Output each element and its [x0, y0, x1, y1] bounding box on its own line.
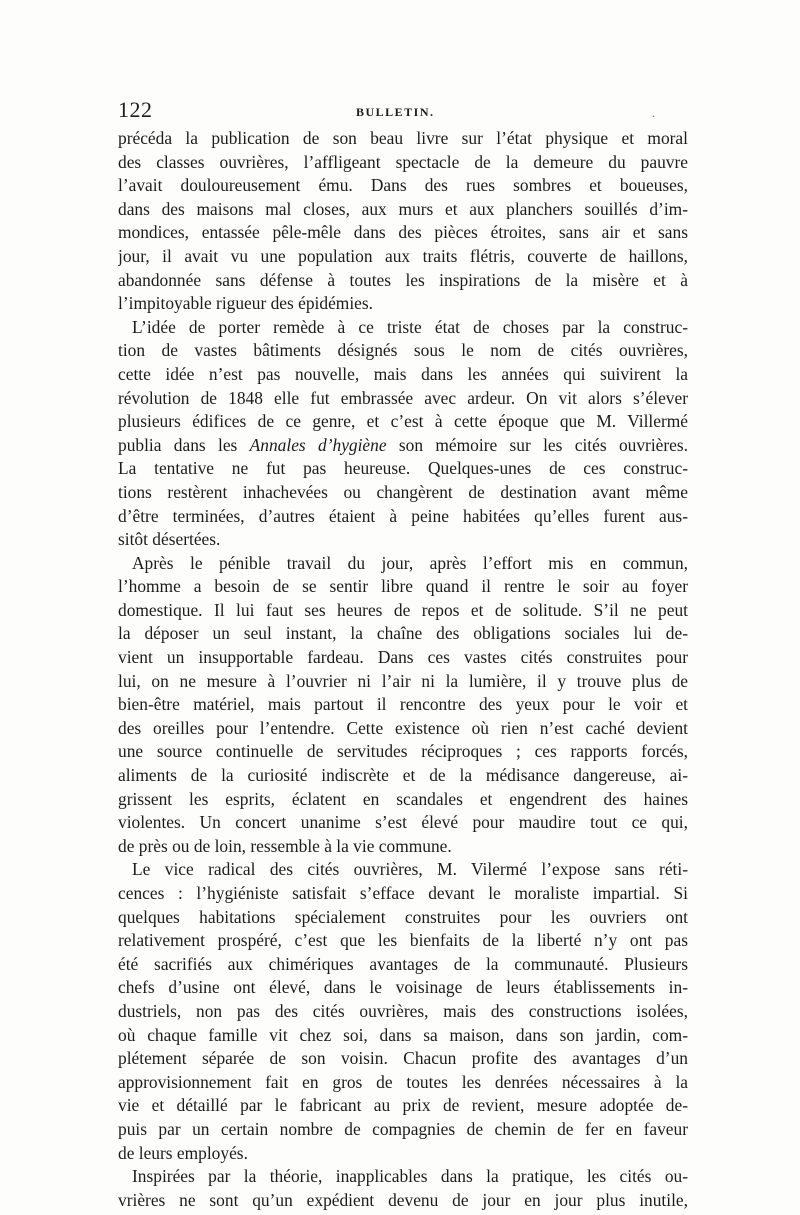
text-line: d’être terminées, d’autres étaient à peine habitées qu’elles furent aus- — [118, 505, 688, 526]
text-line: Le vice radical des cités ouvrières, M. Vilermé l’expose sans réti- — [132, 859, 688, 880]
text-line: domestique. Il lui faut ses heures de repos et de solitude. S’il ne peut — [118, 599, 688, 620]
line-text-before: publia dans les — [118, 434, 250, 455]
paragraph-3 — [118, 552, 688, 859]
text-line: été sacrifiés aux chimériques avantages de la communauté. Plusieurs — [118, 953, 688, 974]
text-line: cette idée n’est pas nouvelle, mais dans les années qui suivirent la — [118, 363, 688, 384]
body-text — [118, 127, 688, 1212]
text-line: précéda la publication de son beau livre sur l’état physique et moral — [118, 128, 688, 148]
text-line: lui, on ne mesure à l’ouvrier ni l’air ni la lumière, il y trouve plus de — [118, 670, 688, 691]
text-line: la déposer un seul instant, la chaîne des obligations sociales lui de- — [118, 623, 688, 644]
text-line: tions restèrent inhachevées ou changèrent de destination avant même — [118, 481, 688, 502]
header-mark: . — [652, 106, 655, 120]
text-line: mondices, entassée pêle-mêle dans des pièces étroites, sans air et sans — [118, 222, 688, 243]
paragraph-2 — [118, 316, 688, 552]
text-line: Après le pénible travail du jour, après l’effort mis en commun, — [132, 552, 688, 573]
line-text-after: son mémoire sur les cités ouvrières. — [386, 434, 688, 455]
text-line: Inspirées par la théorie, inapplicables dans la pratique, les cités ou- — [132, 1166, 688, 1187]
text-line: L’idée de porter remède à ce triste état de choses par la construc- — [132, 316, 688, 337]
text-line: grissent les esprits, éclatent en scandales et engendrent des haines — [118, 788, 688, 809]
text-line: vrières ne sont qu’un expédient devenu de jour en jour plus inutile, — [118, 1189, 688, 1210]
page-header — [118, 96, 688, 126]
text-line: l’impitoyable rigueur des épidémies. — [118, 293, 373, 314]
paragraph-1 — [118, 127, 688, 316]
text-line: où chaque famille vit chez soi, dans sa maison, dans son jardin, com- — [118, 1024, 688, 1045]
paragraph-5 — [118, 1165, 688, 1212]
text-line: aliments de la curiosité indiscrète et de la médisance dangereuse, ai- — [118, 765, 688, 786]
text-line: dans des maisons mal closes, aux murs et aux planchers souillés d’im- — [118, 198, 688, 219]
text-line: tion de vastes bâtiments désignés sous le nom de cités ouvrières, — [118, 340, 688, 361]
text-line: approvisionnement fait en gros de toutes les denrées nécessaires à la — [118, 1071, 688, 1092]
text-line: plétement séparée de son voisin. Chacun profite des avantages d’un — [118, 1048, 688, 1069]
journal-title: Annales d’hygiène — [249, 434, 387, 455]
text-line: relativement prospéré, c’est que les bienfaits de la liberté n’y ont pas — [118, 930, 688, 951]
text-line: des classes ouvrières, l’affligeant spectacle de la demeure du pauvre — [118, 151, 688, 172]
paragraph-4 — [118, 858, 688, 1165]
text-line: révolution de 1848 elle fut embrassée avec ardeur. On vit alors s’élever — [118, 387, 688, 408]
text-line: plusieurs édifices de ce genre, et c’est à cette époque que M. Villermé — [118, 411, 688, 432]
running-head: BULLETIN. — [356, 105, 435, 119]
page-number: 122 — [118, 97, 153, 122]
text-line: l’homme a besoin de se sentir libre quand il rentre le soir au foyer — [118, 576, 688, 597]
text-line: bien-être matériel, mais partout il rencontre des yeux pour le voir et — [118, 694, 688, 715]
text-line: chefs d’usine ont élevé, dans le voisinage de leurs établissements in- — [118, 977, 688, 998]
text-line-with-title — [118, 434, 688, 458]
text-line: de leurs employés. — [118, 1142, 248, 1163]
text-line: cences : l’hygiéniste satisfait s’efface devant le moraliste impartial. Si — [118, 883, 688, 903]
text-line: vient un insupportable fardeau. Dans ces vastes cités construites pour — [118, 647, 688, 668]
text-line: de près ou de loin, ressemble à la vie commune. — [118, 835, 452, 856]
text-line: La tentative ne fut pas heureuse. Quelques-unes de ces construc- — [118, 458, 688, 479]
text-line: vie et détaillé par le fabricant au prix de revient, mesure adoptée de- — [118, 1095, 688, 1116]
text-line: jour, il avait vu une population aux traits flétris, couverte de haillons, — [118, 245, 688, 266]
text-line: quelques habitations spécialement construites pour les ouvriers ont — [118, 906, 688, 927]
text-line: une source continuelle de servitudes réciproques ; ces rapports forcés, — [118, 741, 688, 762]
text-line: sitôt désertées. — [118, 529, 221, 550]
text-line: l’avait douloureusement ému. Dans des rues sombres et boueuses, — [118, 175, 688, 196]
text-line: abandonnée sans défense à toutes les inspirations de la misère et à — [118, 269, 688, 290]
text-line: des oreilles pour l’entendre. Cette existence où rien n’est caché devient — [118, 717, 688, 738]
text-line: dustriels, non pas des cités ouvrières, mais des constructions isolées, — [118, 1000, 688, 1021]
text-line: puis par un certain nombre de compagnies de chemin de fer en faveur — [118, 1118, 688, 1139]
text-line: violentes. Un concert unanime s’est élevé pour maudire tout ce qui, — [118, 812, 688, 833]
